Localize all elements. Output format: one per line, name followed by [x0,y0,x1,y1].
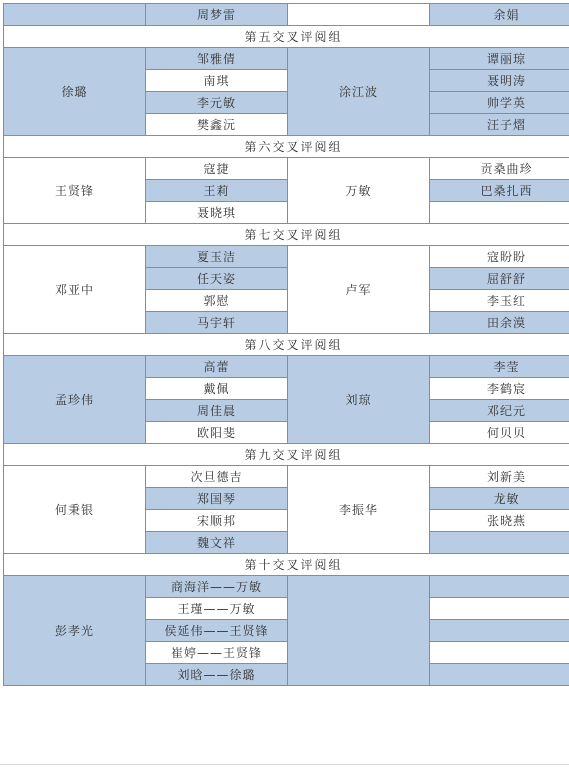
member-cell: 任天姿 [146,268,288,290]
member-cell: 魏文祥 [146,532,288,554]
member-cell: 余娟 [430,4,569,26]
group-leader-cell [288,576,430,686]
member-cell: 张晓燕 [430,510,569,532]
member-cell: 邓纪元 [430,400,569,422]
member-cell: 郑国琴 [146,488,288,510]
member-cell: 刘晗——徐璐 [146,664,288,686]
group-leader-cell: 彭孝光 [4,576,146,686]
member-cell: 次旦德吉 [146,466,288,488]
member-cell: 夏玉洁 [146,246,288,268]
member-cell: 李元敏 [146,92,288,114]
group-header-row [4,26,569,48]
page-bottom-divider [0,764,569,765]
group-leader-cell: 李振华 [288,466,430,554]
group-leader-cell: 万敏 [288,158,430,224]
group-leader-cell: 王贤锋 [4,158,146,224]
group-title: 第七交叉评阅组 [4,224,569,246]
member-cell: 欧阳斐 [146,422,288,444]
group-header-row [4,136,569,158]
member-cell: 帅学英 [430,92,569,114]
empty-cell [288,4,430,26]
member-cell: 周佳晨 [146,400,288,422]
member-cell: 聂明涛 [430,70,569,92]
table-row [4,576,569,598]
member-cell: 龙敏 [430,488,569,510]
table-row [4,4,569,26]
group-leader-cell: 涂江波 [288,48,430,136]
member-cell: 李莹 [430,356,569,378]
group-leader-cell: 徐璐 [4,48,146,136]
group-leader-cell: 卢军 [288,246,430,334]
group-leader-cell: 孟珍伟 [4,356,146,444]
member-cell: 南琪 [146,70,288,92]
group-title: 第十交叉评阅组 [4,554,569,576]
member-cell: 巴桑扎西 [430,180,569,202]
member-cell [430,664,569,686]
member-cell [430,532,569,554]
group-title: 第六交叉评阅组 [4,136,569,158]
member-cell: 汪子熠 [430,114,569,136]
member-cell: 聂晓琪 [146,202,288,224]
member-cell: 田余漠 [430,312,569,334]
member-cell: 樊鑫沅 [146,114,288,136]
member-cell: 商海洋——万敏 [146,576,288,598]
review-group-table [3,3,569,686]
member-cell: 屈舒舒 [430,268,569,290]
empty-cell [4,4,146,26]
member-cell: 寇捷 [146,158,288,180]
group-title: 第九交叉评阅组 [4,444,569,466]
member-cell: 寇盼盼 [430,246,569,268]
member-cell: 侯延伟——王贤锋 [146,620,288,642]
member-cell: 贡桑曲珍 [430,158,569,180]
group-leader-cell: 邓亚中 [4,246,146,334]
member-cell: 何贝贝 [430,422,569,444]
table-row [4,356,569,378]
member-cell: 马宇轩 [146,312,288,334]
table-row [4,48,569,70]
member-cell: 郭慰 [146,290,288,312]
group-title: 第五交叉评阅组 [4,26,569,48]
group-title: 第八交叉评阅组 [4,334,569,356]
member-cell [430,642,569,664]
member-cell: 王瑾——万敏 [146,598,288,620]
group-header-row [4,334,569,356]
group-leader-cell: 何秉银 [4,466,146,554]
member-cell [430,620,569,642]
table-row [4,158,569,180]
member-cell [430,598,569,620]
group-leader-cell: 刘琼 [288,356,430,444]
member-cell: 李鹤宸 [430,378,569,400]
member-cell: 高蕾 [146,356,288,378]
member-cell: 崔婷——王贤锋 [146,642,288,664]
member-cell: 谭丽琼 [430,48,569,70]
group-header-row [4,444,569,466]
group-header-row [4,554,569,576]
group-header-row [4,224,569,246]
table-row [4,466,569,488]
member-cell: 刘新美 [430,466,569,488]
member-cell: 周梦雷 [146,4,288,26]
member-cell [430,576,569,598]
table-body [4,4,569,686]
member-cell [430,202,569,224]
member-cell: 宋顺邦 [146,510,288,532]
member-cell: 戴佩 [146,378,288,400]
member-cell: 李玉红 [430,290,569,312]
member-cell: 王莉 [146,180,288,202]
member-cell: 邹雅倩 [146,48,288,70]
table-row [4,246,569,268]
